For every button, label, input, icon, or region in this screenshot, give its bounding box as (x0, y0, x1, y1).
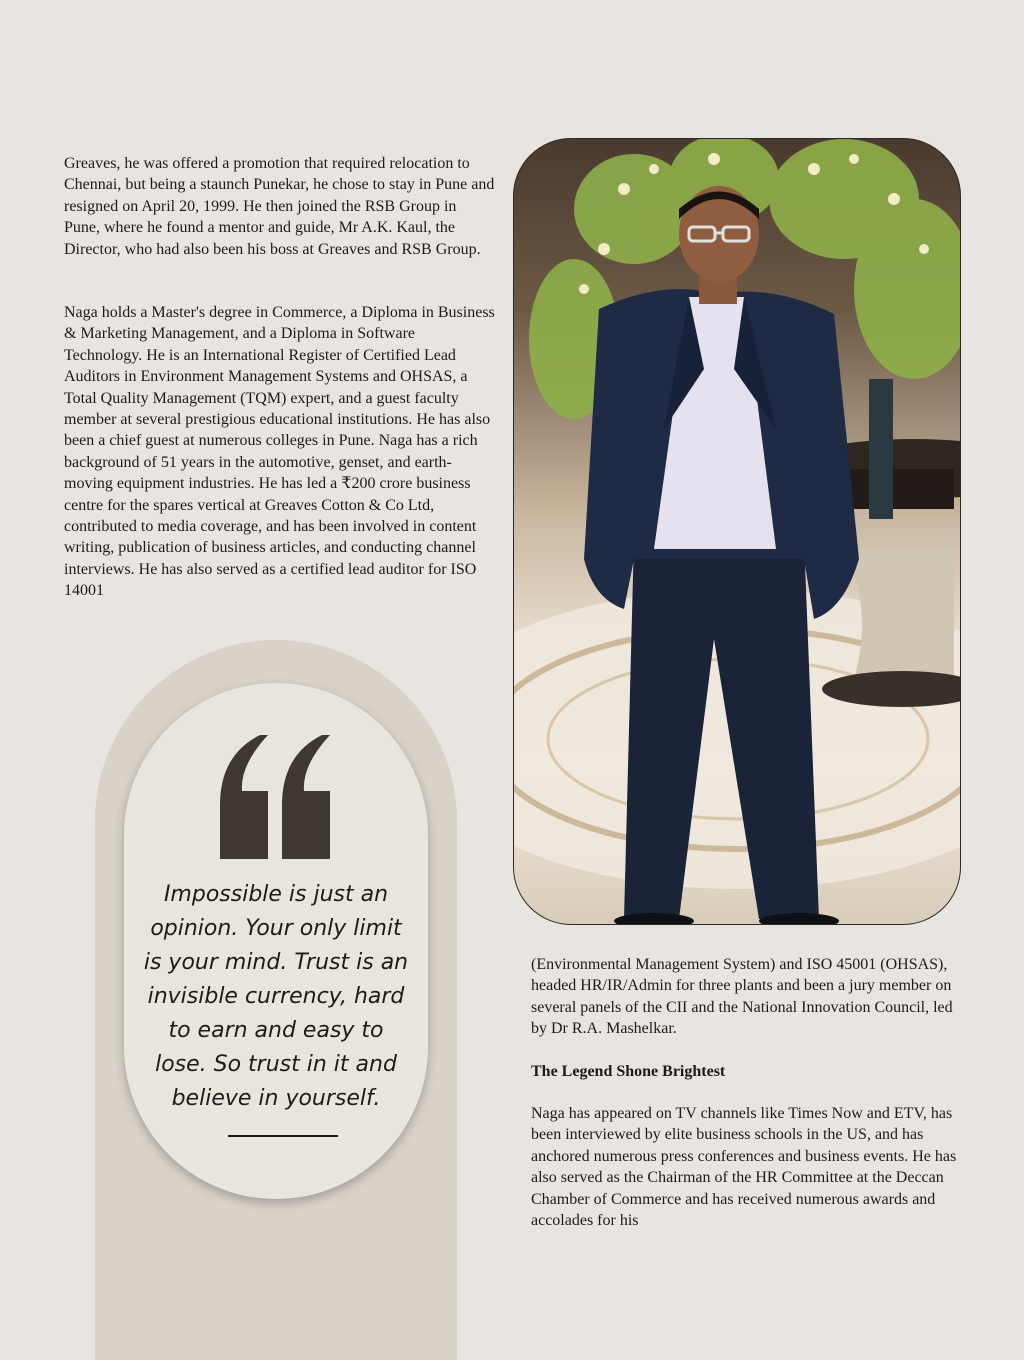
body-paragraph-3: (Environmental Management System) and ISO 45001 (OHSAS), headed HR/IR/Admin for three plants and been a jury member on several panels of the CII and the National Innovation Council, led by Dr R.A. Mashelkar. (531, 956, 953, 1038)
body-paragraph-1: Greaves, he was offered a promotion that required relocation to Chennai, but being a staunch Punekar, he chose to stay in Pune and resigned on April 20, 1999. He then joined the RSB Group in Pune, where he found a mentor and guide, Mr A.K. Kaul, the Director, who had also been his boss at Greaves and RSB Group. (64, 155, 495, 258)
body-paragraph-2: Naga holds a Master's degree in Commerce, a Diploma in Business & Marketing Management, and a Diploma in Software Technology. He is an International Register of Certified Lead Auditors in Environment Management Systems and OHSAS, a Total Quality Management (TQM) expert, and a guest faculty member at several prestigious educational institutions. He has also been a chief guest at numerous colleges in Pune. Naga has a rich background of 51 years in the automotive, genset, and earth-moving equipment industries. He has led a ₹200 crore business centre for the spares vertical at Greaves Cotton & Co Ltd, contributed to media coverage, and has been involved in content writing, publication of business articles, and conducting channel interviews. He has also served as a certified lead auditor for ISO 14001 (64, 304, 495, 600)
section-heading: The Legend Shone Brightest (531, 1063, 726, 1080)
quote-mark-icon (220, 735, 332, 859)
quote-text: Impossible is just an opinion. Your only limit is your mind. Trust is an invisible currency, hard to earn and easy to lose. So trust in it and believe in yourself. (143, 882, 409, 1111)
portrait-photo-icon (514, 139, 961, 925)
body-paragraph-4: Naga has appeared on TV channels like Times Now and ETV, has been interviewed by elite business schools in the US, and has anchored numerous press conferences and business events. He has also served as the Chairman of the HR Committee at the Deccan Chamber of Commerce and has received numerous awards and accolades for his (531, 1105, 957, 1230)
quote-divider (228, 1135, 338, 1137)
portrait-photo (513, 138, 961, 925)
